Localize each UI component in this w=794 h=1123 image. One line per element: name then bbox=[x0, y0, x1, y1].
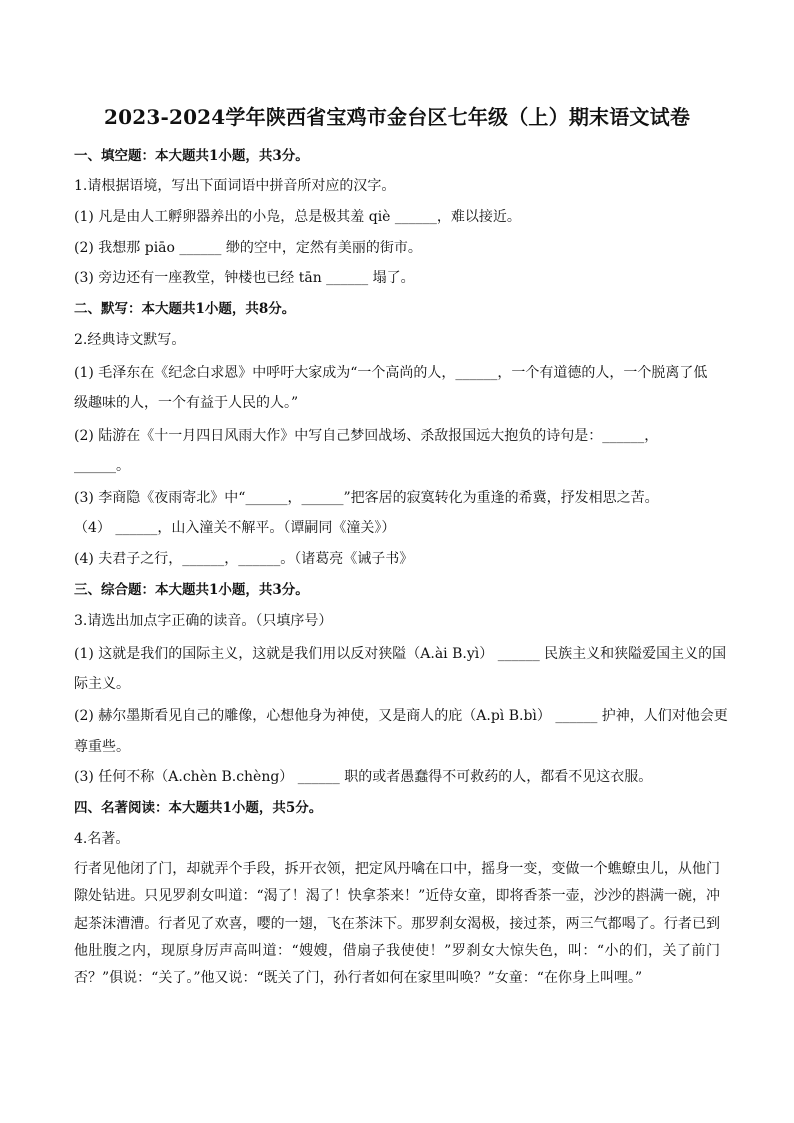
question-2-item-1: (1) 毛泽东在《纪念白求恩》中呼吁大家成为“一个高尚的人，______，一个有道德的人，一个脱离了低 bbox=[74, 365, 708, 381]
question-1-stem: 1.请根据语境，写出下面词语中拼音所对应的汉字。 bbox=[74, 178, 396, 194]
exam-title: 2023-2024学年陕西省宝鸡市金台区七年级（上）期末语文试卷 bbox=[103, 105, 691, 129]
question-2-item-1-cont: 级趣味的人，一个有益于人民的人。” bbox=[74, 395, 299, 411]
question-1-item-3: (3) 旁边还有一座教堂，钟楼也已经 tān ______ 塌了。 bbox=[74, 270, 415, 286]
question-3-item-1: (1) 这就是我们的国际主义，这就是我们用以反对狭隘（A.ài B.yì） ______ 民族主义和狭隘爱国主义的国 bbox=[74, 646, 727, 662]
section-heading-4: 四、名著阅读：本大题共1小题，共5分。 bbox=[74, 800, 323, 816]
question-3-item-3: (3) 任何不称（A.chèn B.chèng） ______ 职的或者愚蠢得不可救药的人，都看不见这衣服。 bbox=[74, 769, 653, 785]
question-2-item-2-cont: ______。 bbox=[74, 458, 130, 474]
question-2-item-4: （4） ______，山入潼关不解平。（谭嗣同《潼关》） bbox=[74, 520, 396, 536]
question-3-stem: 3.请选出加点字正确的读音。（只填序号） bbox=[74, 613, 333, 629]
question-3-item-2: (2) 赫尔墨斯看见自己的雕像，心想他身为神使，又是商人的庇（A.pì B.bì） ______ 护神，人们对他会更 bbox=[74, 708, 728, 724]
section-heading-2: 二、默写：本大题共1小题，共8分。 bbox=[74, 301, 296, 317]
question-4-stem: 4.名著。 bbox=[74, 831, 130, 847]
reading-passage: 行者见他闭了门，却就弄个手段，拆开衣领，把定风丹噙在口中，摇身一变，变做一个蟭蟟虫儿，从他门隙处钻进。只见罗刹女叫道：“渴了！渴了！快拿茶来！”近侍女童，即将香茶一壶，沙沙的斟满一碗，冲起茶沫漕漕。行者见了欢喜，嘤的一翅，飞在茶沫下。那罗刹女渴极，接过茶，两三气都喝了。行者已到他肚腹之内，现原身厉声高叫道：“嫂嫂，借扇子我使使！”罗刹女大惊失色，叫：“小的们，关了前门否？”俱说：“关了。”他又说：“既关了门，孙行者如何在家里叫唤？”女童：“在你身上叫哩。” bbox=[74, 861, 720, 987]
question-2-item-2: (2) 陆游在《十一月四日风雨大作》中写自己梦回战场、杀敌报国远大抱负的诗句是：______， bbox=[74, 428, 659, 444]
question-2-item-3: (3) 李商隐《夜雨寄北》中“______，______”把客居的寂寞转化为重逢的希冀，抒发相思之苦。 bbox=[74, 490, 659, 506]
section-heading-3: 三、综合题：本大题共1小题，共3分。 bbox=[74, 582, 309, 598]
question-3-item-2-cont: 尊重些。 bbox=[74, 739, 130, 755]
question-2-item-5: (4) 夫君子之行，______，______。（诸葛亮《诫子书》 bbox=[74, 551, 414, 567]
section-heading-1: 一、填空题：本大题共1小题，共3分。 bbox=[74, 148, 309, 164]
question-1-item-2: (2) 我想那 piāo ______ 缈的空中，定然有美丽的街市。 bbox=[74, 240, 422, 256]
question-1-item-1: (1) 凡是由人工孵卵器养出的小凫，总是极其羞 qiè ______，难以接近。 bbox=[74, 209, 521, 225]
question-3-item-1-cont: 际主义。 bbox=[74, 676, 130, 692]
question-2-stem: 2.经典诗文默写。 bbox=[74, 332, 186, 348]
